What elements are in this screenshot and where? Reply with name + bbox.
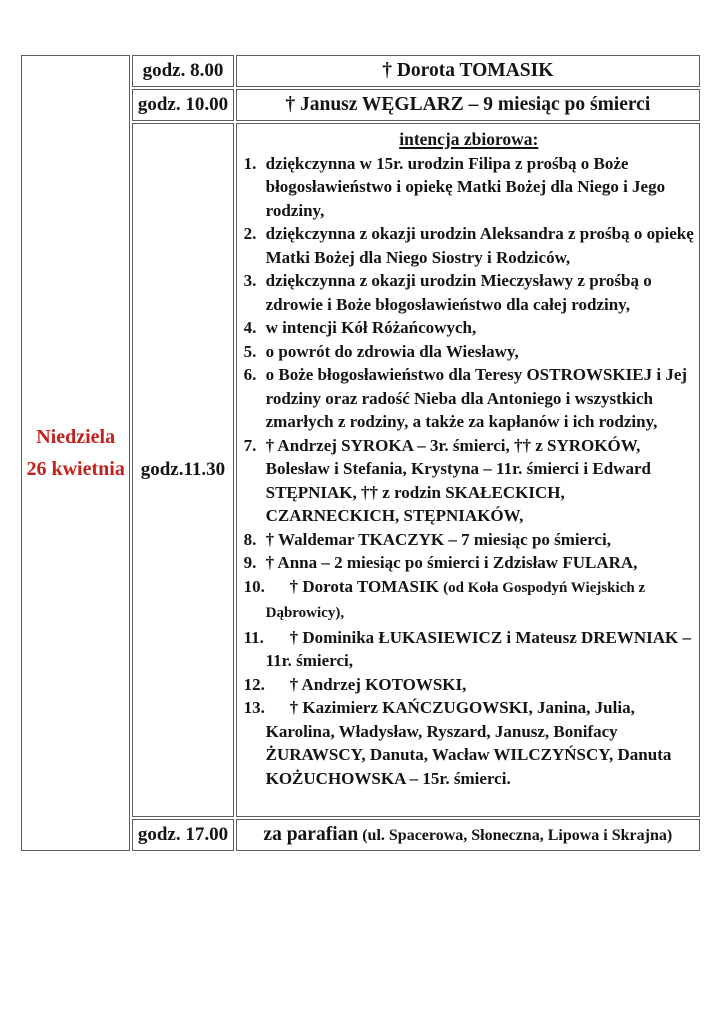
item-text: o powrót do zdrowia dla Wiesławy, [265,341,519,361]
item-text: w intencji Kół Różańcowych, [265,318,477,337]
item-text: † Andrzej SYROKA – 3r. śmierci, †† z SYROKÓW, Bolesław i Stefania, Krystyna – 11r. śmierci i Edward STĘPNIAK, †† z rodzin SKAŁECKICH, CZARNECKICH, STĘPNIAKÓW, [265,435,651,525]
list-item [244,316,694,340]
list-item [244,222,694,269]
item-text: † Andrzej KOTOWSKI, [289,674,467,694]
item-text: † Dominika ŁUKASIEWICZ i Mateusz DREWNIAK – 11r. śmierci, [265,627,692,670]
intention-cell-17 [236,819,700,851]
item-text: † Waldemar TKACZYK – 7 miesiąc po śmierci, [265,529,611,549]
item-text: † Anna – 2 miesiąc po śmierci i Zdzisław FULARA, [265,553,638,572]
item-text: dziękczynna z okazji urodzin Mieczysławy z prośbą o zdrowie i Boże błogosławieństwo dla całej rodziny, [265,271,652,314]
item-text: o Boże błogosławieństwo dla Teresy OSTROWSKIEJ i Jej rodziny oraz radość Nieba dla Antoniego i wszystkich zmarłych z rodziny, a także za kapłanów i ich rodziny, [265,365,688,431]
table-row-godz-8 [21,55,700,87]
item-number: 3. [243,271,257,290]
item-text: † Kazimierz KAŃCZUGOWSKI, Janina, Julia, Karolina, Władysław, Ryszard, Janusz, Bonifacy ŻURAWSCY, Danuta, Wacław WILCZYŃSCY, Danuta KOŻUCHOWSKA – 15r. śmierci. [265,698,672,788]
list-item [244,363,694,434]
list-item [244,696,694,790]
item-number: 9. [243,553,257,572]
intention-cell-8: † Dorota TOMASIK [236,55,700,87]
date-day: Niedziela [36,426,116,448]
intention-note: (ul. Spacerowa, Słoneczna, Lipowa i Skrajna) [362,827,673,844]
item-number: 6. [243,365,257,384]
time-cell-8: godz. 8.00 [132,55,233,87]
collective-intentions-list [244,128,694,808]
list-item [244,340,694,364]
time-cell-10: godz. 10.00 [132,89,233,121]
list-header: intencja zbiorowa: [399,129,539,149]
mass-schedule-table [19,53,702,853]
intention-main: za parafian [263,824,359,845]
list-item [244,269,694,316]
item-number: 12. [243,674,265,694]
time-cell-17: godz. 17.00 [132,819,233,851]
list-item [244,551,694,575]
item-text: † Dorota TOMASIK [289,576,444,596]
item-text: dziękczynna w 15r. urodzin Filipa z prośbą o Boże błogosławieństwo i opiekę Matki Bożej dla Niego i Jego rodziny, [265,153,666,220]
item-number: 5. [243,341,257,361]
date-cell [21,55,130,851]
list-item [244,673,694,697]
list-item [244,528,694,552]
date-number: 26 kwietnia [26,458,125,480]
item-number: 4. [243,318,257,337]
list-item [244,152,694,223]
item-number: 13. [243,698,265,717]
item-number: 7. [243,435,257,455]
item-number: 10. [243,576,265,596]
time-cell-1130: godz.11.30 [132,123,233,817]
intention-cell-10: † Janusz WĘGLARZ – 9 miesiąc po śmierci [236,89,700,121]
intention-cell-1130 [236,123,700,817]
item-number: 1. [243,153,257,173]
list-item [244,575,694,626]
item-number: 8. [243,529,257,549]
list-item [244,434,694,528]
list-item [244,626,694,673]
item-number: 2. [243,224,257,243]
item-note: (od Koła Gospodyń Wiejskich z Dąbrowicy), [265,579,646,621]
item-number: 11. [243,627,264,647]
item-text: dziękczynna z okazji urodzin Aleksandra z prośbą o opiekę Matki Bożej dla Niego Siostry i Rodziców, [265,224,694,267]
